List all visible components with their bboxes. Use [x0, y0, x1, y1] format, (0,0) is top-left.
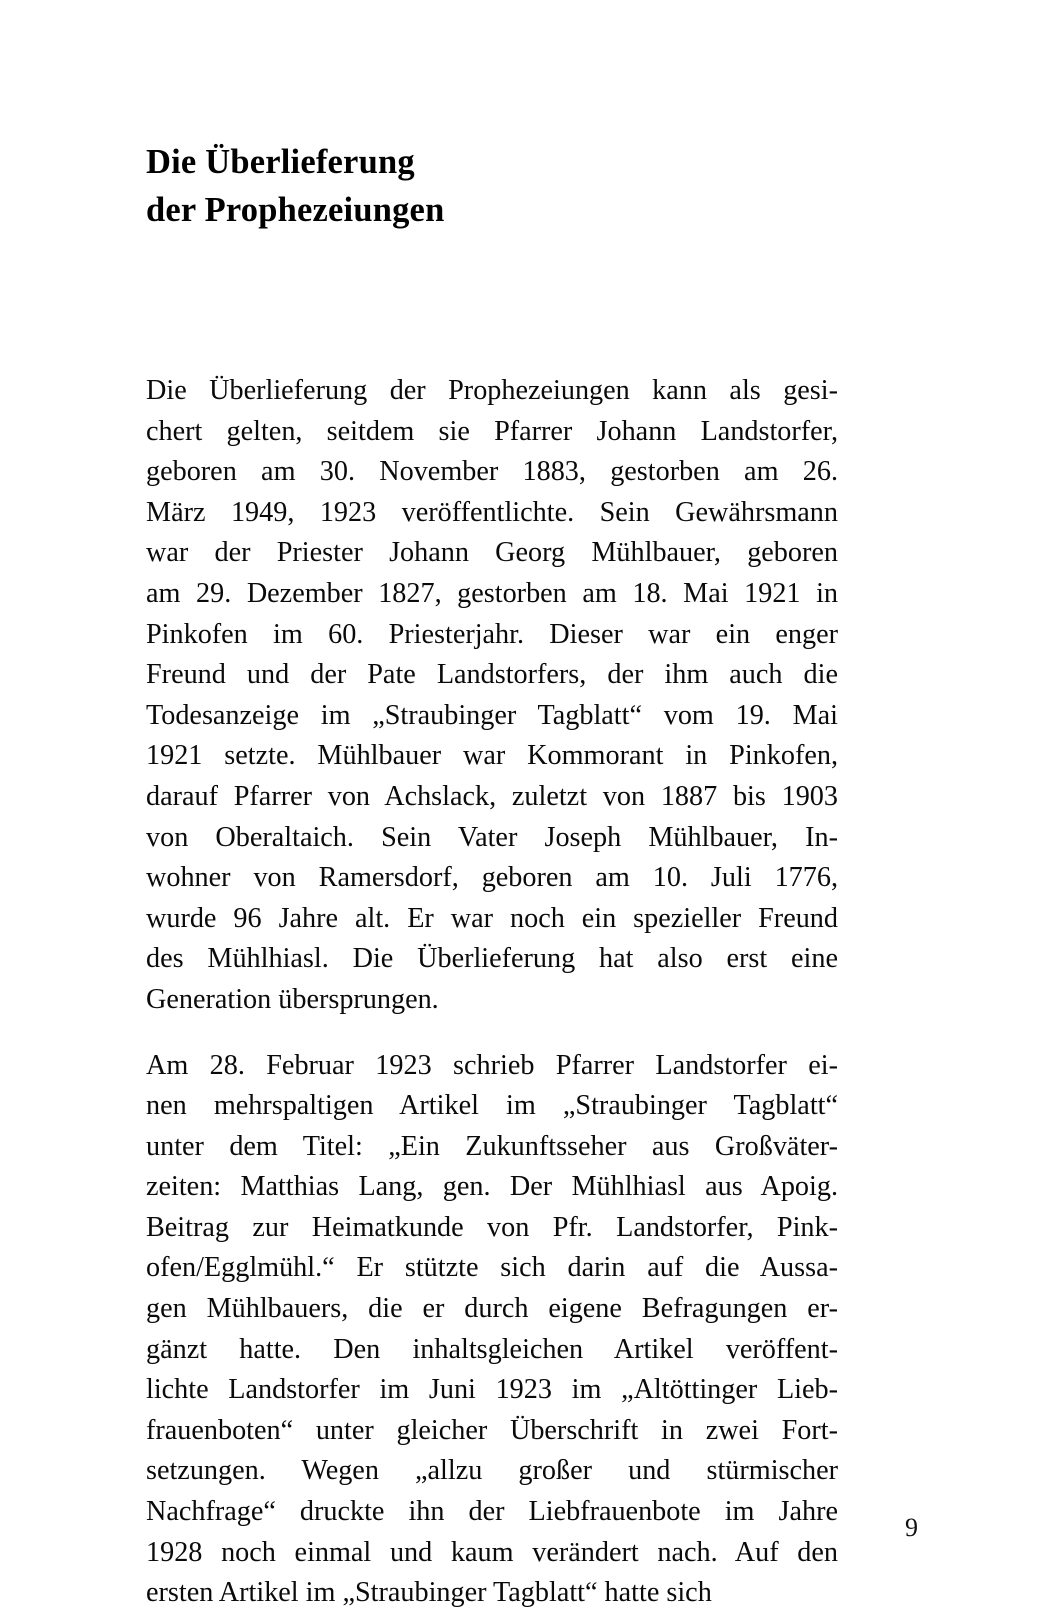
text-line: 1921 setzte. Mühlbauer war Kommorant in Pinkofen, — [146, 740, 838, 772]
text-line: des Mühlhiasl. Die Überlieferung hat also erst eine — [146, 943, 838, 975]
text-line: gen Mühlbauers, die er durch eigene Befragungen er- — [146, 1293, 838, 1325]
text-line: Nachfrage“ druckte ihn der Liebfrauenbote im Jahre — [146, 1496, 838, 1528]
text-line: setzungen. Wegen „allzu großer und stürmischer — [146, 1455, 838, 1487]
text-line: chert gelten, seitdem sie Pfarrer Johann Landstorfer, — [146, 415, 838, 447]
text-line: geboren am 30. November 1883, gestorben am 26. — [146, 456, 838, 488]
text-line: frauenboten“ unter gleicher Überschrift in zwei Fort- — [146, 1414, 838, 1446]
page-title-line-2: der Prophezeiungen — [146, 191, 445, 229]
text-line: Pinkofen im 60. Priesterjahr. Dieser war ein enger — [146, 618, 838, 650]
text-line: Freund und der Pate Landstorfers, der ihm auch die — [146, 659, 838, 691]
text-line: Beitrag zur Heimatkunde von Pfr. Landstorfer, Pink- — [146, 1211, 838, 1243]
page-number: 9 — [905, 1513, 918, 1542]
body-text — [146, 371, 838, 1614]
text-line: zeiten: Matthias Lang, gen. Der Mühlhiasl aus Apoig. — [146, 1171, 838, 1203]
text-line: gänzt hatte. Den inhaltsgleichen Artikel veröffent- — [146, 1333, 838, 1365]
text-line: März 1949, 1923 veröffentlichte. Sein Gewährsmann — [146, 496, 838, 528]
text-line: unter dem Titel: „Ein Zukunftsseher aus Großväter- — [146, 1130, 838, 1162]
page-title — [146, 138, 836, 234]
text-line: lichte Landstorfer im Juni 1923 im „Altöttinger Lieb- — [146, 1374, 838, 1406]
paragraph-2 — [146, 1046, 838, 1614]
text-line: darauf Pfarrer von Achslack, zuletzt von 1887 bis 1903 — [146, 780, 838, 812]
text-line: Am 28. Februar 1923 schrieb Pfarrer Landstorfer ei- — [146, 1049, 838, 1081]
text-line: Todesanzeige im „Straubinger Tagblatt“ vom 19. Mai — [146, 699, 838, 731]
text-line: ersten Artikel im „Straubinger Tagblatt“ hatte sich — [146, 1577, 712, 1609]
text-line: wohner von Ramersdorf, geboren am 10. Juli 1776, — [146, 862, 838, 894]
text-line: am 29. Dezember 1827, gestorben am 18. Mai 1921 in — [146, 577, 838, 609]
text-line: nen mehrspaltigen Artikel im „Straubinger Tagblatt“ — [146, 1090, 838, 1122]
page-title-line-1: Die Überlieferung — [146, 143, 415, 181]
text-line: ofen/Egglmühl.“ Er stützte sich darin auf die Aussa- — [146, 1252, 838, 1284]
text-line: Die Überlieferung der Prophezeiungen kann als gesi- — [146, 375, 838, 406]
paragraph-1 — [146, 371, 838, 1021]
text-line: 1928 noch einmal und kaum verändert nach. Auf den — [146, 1536, 838, 1568]
text-line: war der Priester Johann Georg Mühlbauer, geboren — [146, 537, 838, 569]
text-line: wurde 96 Jahre alt. Er war noch ein spezieller Freund — [146, 902, 838, 934]
text-line: von Oberaltaich. Sein Vater Joseph Mühlbauer, In- — [146, 821, 838, 853]
text-line: Generation übersprungen. — [146, 983, 439, 1015]
